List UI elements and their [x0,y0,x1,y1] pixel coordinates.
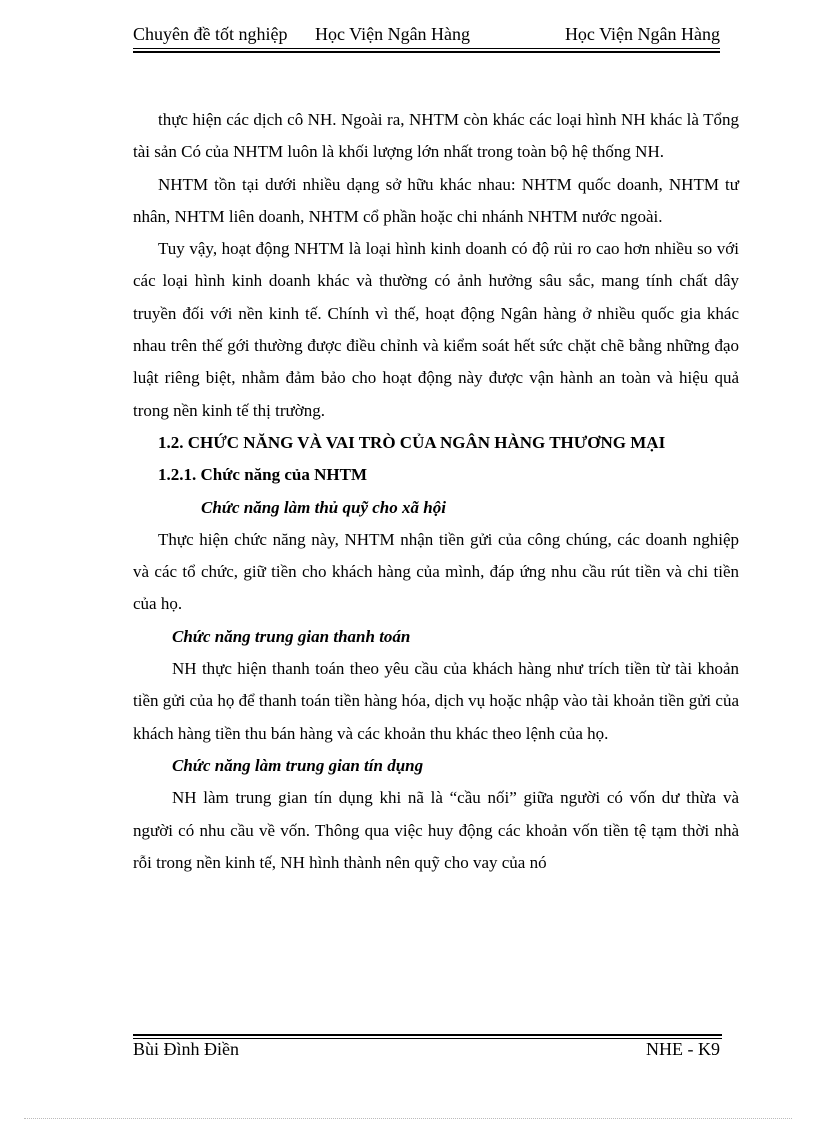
header-middle-title: Học Viện Ngân Hàng [315,24,471,44]
sub-heading-treasurer: Chức năng làm thủ quỹ cho xã hội [201,497,446,517]
paragraph-3: Tuy vậy, hoạt động NHTM là loại hình kinh doanh có độ rủi ro cao hơn nhiều so với các loại hình kinh doanh khác và thường có ảnh hưởng sâu sắc, mang tính chất dây truyền đối với nền kinh tế. Chính vì thế, hoạt động Ngân hàng ở nhiều quốc gia khác nhau trên thế gới thường được điều chỉnh và kiểm soát hết sức chặt chẽ bằng những đạo luật riêng biệt, nhằm đảm bảo cho hoạt động này được vận hành an toàn và hiệu quả trong nền kinh tế thị trường. [133,239,739,420]
header-divider [133,48,720,53]
paragraph-4: Thực hiện chức năng này, NHTM nhận tiền gửi của công chúng, các doanh nghiệp và các tổ chức, giữ tiền cho khách hàng của mình, đáp ứng nhu cầu rút tiền và chi tiền của họ. [133,529,739,614]
footer-class-code: NHE - K9 [646,1039,720,1059]
sub-heading-payment: Chức năng trung gian thanh toán [172,626,411,646]
header-left-title: Chuyên đề tốt nghiệp [133,24,288,44]
page-footer [133,1037,720,1063]
sub-heading-credit: Chức năng làm trung gian tín dụng [172,755,424,775]
page-bottom-edge [24,1118,792,1119]
paragraph-6: NH làm trung gian tín dụng khi nã là “cầu nối” giữa người có vốn dư thừa và người có nhu cầu về vốn. Thông qua việc huy động các khoản vốn tiền tệ tạm thời nhà rỗi trong nền kinh tế, NH hình thành nên quỹ cho vay của nó [133,788,739,872]
subsection-heading: 1.2.1. Chức năng của NHTM [158,465,368,485]
paragraph-2: NHTM tồn tại dưới nhiều dạng sở hữu khác nhau: NHTM quốc doanh, NHTM tư nhân, NHTM liên doanh, NHTM cổ phần hoặc chi nhánh NHTM nước ngoài. [133,174,739,226]
header-right-title: Học Viện Ngân Hàng [564,24,720,44]
section-heading: 1.2. CHỨC NĂNG VÀ VAI TRÒ CỦA NGÂN HÀNG THƯƠNG MẠI [158,432,666,452]
document-body [133,104,739,879]
footer-author: Bùi Đình Điền [133,1039,239,1059]
paragraph-1: thực hiện các dịch cô NH. Ngoài ra, NHTM còn khác các loại hình NH khác là Tổng tài sản Có của NHTM luôn là khối lượng lớn nhất trong toàn bộ hệ thống NH. [133,110,739,162]
page-header [133,22,720,50]
paragraph-5: NH thực hiện thanh toán theo yêu cầu của khách hàng như trích tiền từ tài khoản tiền gửi của họ để thanh toán tiền hàng hóa, dịch vụ hoặc nhập vào tài khoản tiền gửi của khách hàng tiền thu bán hàng và các khoản thu khác theo lệnh của họ. [133,659,739,743]
